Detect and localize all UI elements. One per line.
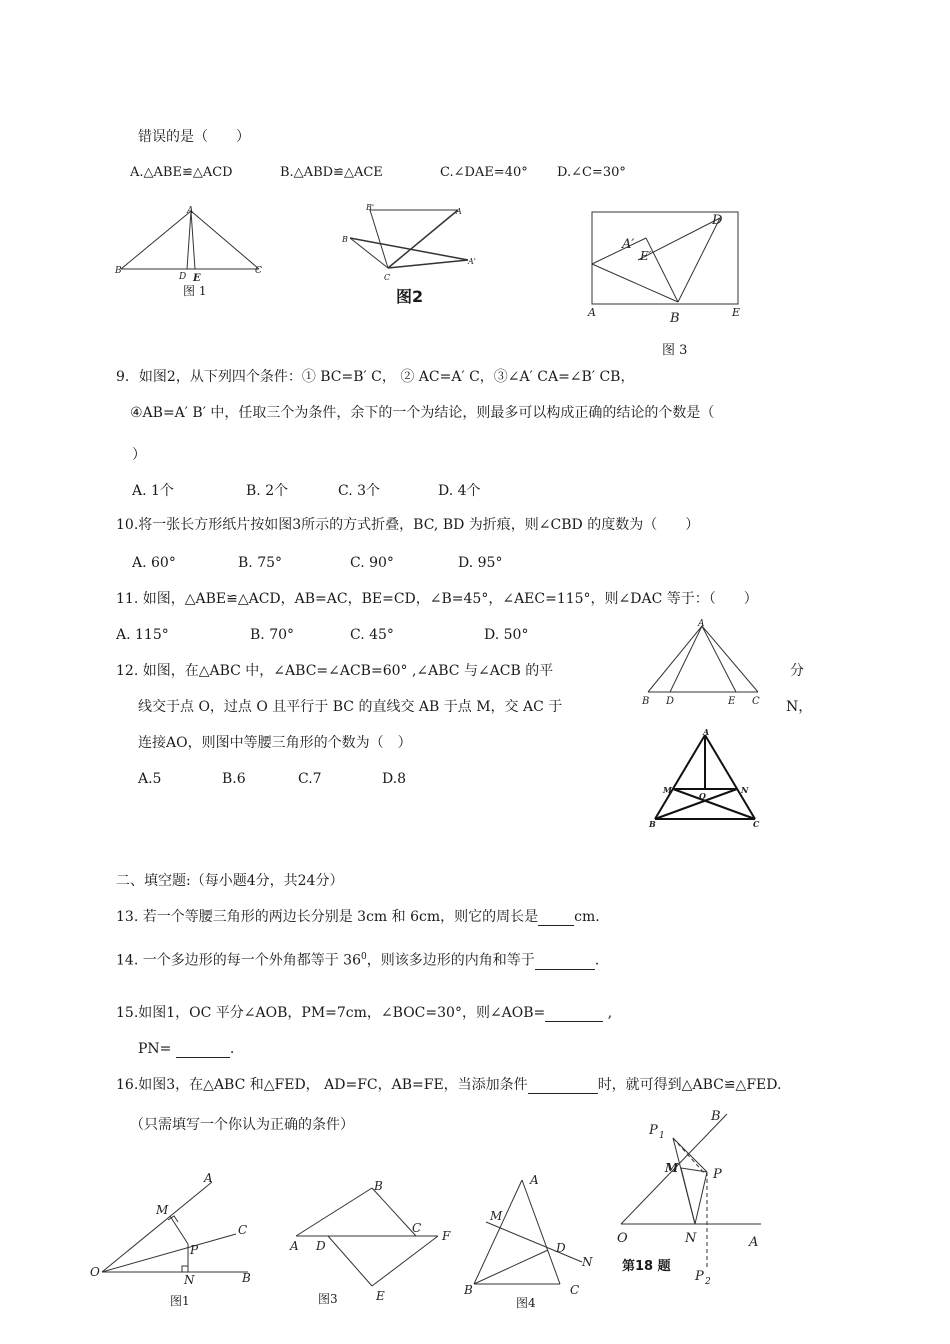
svg-text:C: C bbox=[753, 819, 760, 829]
q10-option-b: B. 75° bbox=[238, 555, 283, 571]
svg-text:P: P bbox=[713, 1167, 722, 1182]
svg-text:P: P bbox=[649, 1123, 658, 1138]
bottom-figure-3-triangles bbox=[288, 1178, 458, 1303]
svg-text:N: N bbox=[184, 1273, 195, 1287]
svg-text:1: 1 bbox=[659, 1131, 665, 1141]
bottom-figure-3-caption: 图3 bbox=[318, 1292, 338, 1306]
svg-text:A: A bbox=[456, 207, 462, 216]
svg-text:B: B bbox=[642, 696, 650, 707]
q16-line bbox=[116, 1076, 781, 1094]
svg-text:A: A bbox=[698, 619, 705, 629]
svg-text:O: O bbox=[699, 791, 706, 801]
q12-line1: 12. 如图，在△ABC 中，∠ABC=∠ACB=60° ,∠ABC 与∠ACB 的平 bbox=[116, 663, 554, 679]
svg-text:E′: E′ bbox=[640, 249, 652, 263]
svg-text:C: C bbox=[238, 1223, 248, 1237]
q9-option-a: A. 1个 bbox=[132, 483, 174, 499]
q8-tail: 错误的是（ ） bbox=[138, 129, 250, 145]
bottom-figure-4-caption: 图4 bbox=[516, 1296, 536, 1310]
bottom-figure-1-caption: 图1 bbox=[170, 1294, 190, 1308]
q12-equilateral-figure bbox=[645, 727, 770, 832]
q14-text2: ，则该多边形的内角和等于 bbox=[366, 952, 535, 969]
q13-line bbox=[116, 908, 600, 926]
svg-text:P: P bbox=[190, 1243, 199, 1257]
svg-text:B: B bbox=[342, 235, 348, 244]
svg-text:F: F bbox=[442, 1229, 451, 1243]
q12-line2: 线交于点 O，过点 O 且平行于 BC 的直线交 AB 于点 M，交 AC 于 bbox=[138, 699, 563, 715]
q9-line1: 9．如图2，从下列四个条件：① BC=B′ C， ② AC=A′ C，③∠A′ CA=∠B′ CB， bbox=[116, 369, 635, 385]
q14-degree-sup: 0 bbox=[360, 952, 367, 962]
q15-answer-blank-1[interactable] bbox=[545, 1007, 603, 1022]
q16-text2: 时，就可得到△ABC≌△FED. bbox=[597, 1077, 782, 1093]
q13-answer-blank[interactable] bbox=[538, 911, 574, 926]
q8-option-a: A.△ABE≌△ACD bbox=[130, 165, 233, 180]
svg-text:A: A bbox=[187, 206, 194, 216]
svg-text:A′: A′ bbox=[622, 237, 635, 252]
q12-line2-end: N， bbox=[786, 699, 813, 715]
svg-text:A: A bbox=[290, 1239, 299, 1253]
q13-text: 13. 若一个等腰三角形的两边长分别是 3cm 和 6cm，则它的周长是 bbox=[116, 909, 539, 925]
q12-option-d: D.8 bbox=[382, 771, 407, 787]
q12-option-c: C.7 bbox=[298, 771, 322, 787]
svg-text:A: A bbox=[588, 306, 596, 319]
q14-line: 14. 一个多边形的每一个外角都等于 $36^0$，则该多边形的内角和等于 . bbox=[116, 952, 600, 969]
svg-text:2: 2 bbox=[705, 1277, 711, 1287]
svg-text:P: P bbox=[695, 1269, 704, 1284]
q15-line2: PN= . bbox=[138, 1041, 235, 1057]
q10-option-c: C. 90° bbox=[350, 555, 394, 571]
svg-text:A: A bbox=[530, 1173, 539, 1187]
svg-text:N: N bbox=[685, 1231, 697, 1246]
q10-text: 10.将一张长方形纸片按如图3所示的方式折叠，BC, BD 为折痕，则∠CBD 的度数为（ ） bbox=[116, 517, 700, 533]
svg-text:B: B bbox=[670, 311, 680, 326]
q12-line1-end: 分 bbox=[790, 663, 804, 679]
bottom-figure-4-triangle bbox=[460, 1172, 593, 1297]
figure-3-folded-rectangle bbox=[588, 208, 748, 326]
svg-text:C: C bbox=[752, 696, 760, 707]
q14-answer-blank[interactable] bbox=[535, 955, 595, 970]
svg-text:C: C bbox=[384, 273, 391, 282]
svg-text:M: M bbox=[490, 1209, 503, 1223]
svg-text:A: A bbox=[703, 727, 710, 737]
figure-1-caption: 图 1 bbox=[183, 284, 207, 298]
svg-text:D: D bbox=[316, 1239, 326, 1253]
svg-text:M: M bbox=[663, 785, 672, 795]
section-2-title: 二、填空题:（每小题4分，共24分） bbox=[116, 873, 344, 889]
q14-text: 14. 一个多边形的每一个外角都等于 36 bbox=[116, 952, 361, 969]
figure-2-caption: 图2 bbox=[396, 287, 424, 306]
svg-text:M: M bbox=[156, 1203, 169, 1217]
svg-text:D: D bbox=[556, 1241, 566, 1255]
svg-text:D: D bbox=[666, 696, 675, 707]
q9-option-c: C. 3个 bbox=[338, 483, 381, 499]
q12-option-b: B.6 bbox=[222, 771, 246, 787]
svg-text:B: B bbox=[711, 1109, 721, 1124]
svg-text:N: N bbox=[582, 1255, 593, 1269]
q16-note: （只需填写一个你认为正确的条件） bbox=[130, 1117, 354, 1133]
q11-text: 11. 如图，△ABE≌△ACD，AB=AC，BE=CD，∠B=45°，∠AEC=115°，则∠DAC 等于：（ ） bbox=[116, 591, 758, 607]
svg-text:O: O bbox=[617, 1231, 628, 1246]
q8-option-c: C.∠DAE=40° bbox=[440, 165, 528, 180]
svg-text:B: B bbox=[374, 1179, 383, 1193]
svg-text:B': B' bbox=[366, 203, 375, 212]
q9-line3: ） bbox=[132, 447, 146, 463]
svg-text:M: M bbox=[665, 1161, 679, 1175]
q10-option-a: A. 60° bbox=[132, 555, 176, 571]
svg-text:B: B bbox=[242, 1271, 251, 1285]
svg-text:E: E bbox=[193, 273, 201, 284]
q13-unit: cm. bbox=[574, 909, 600, 925]
q9-line2: ④AB=A′ B′ 中，任取三个为条件，余下的一个为结论，则最多可以构成正确的结论的个数是（ bbox=[130, 405, 715, 421]
q12-option-a: A.5 bbox=[138, 771, 162, 787]
svg-text:E: E bbox=[732, 306, 741, 319]
q8-option-d: D.∠C=30° bbox=[557, 165, 626, 180]
figure-2-triangles bbox=[338, 200, 488, 280]
q11-option-b: B. 70° bbox=[250, 627, 295, 643]
svg-text:A: A bbox=[204, 1171, 213, 1185]
figure-1-triangle bbox=[115, 205, 265, 285]
q11-option-a: A. 115° bbox=[116, 627, 169, 643]
figure-3-caption: 图 3 bbox=[662, 343, 688, 358]
q11-option-c: C. 45° bbox=[350, 627, 394, 643]
svg-text:O: O bbox=[90, 1265, 100, 1279]
question-18-caption: 第18 题 bbox=[622, 1259, 671, 1274]
svg-text:D: D bbox=[179, 272, 187, 282]
q11-triangle-figure bbox=[638, 620, 768, 705]
svg-text:C: C bbox=[255, 266, 262, 276]
svg-text:C: C bbox=[412, 1221, 422, 1235]
svg-text:B: B bbox=[464, 1283, 473, 1297]
svg-text:B: B bbox=[115, 266, 122, 276]
q15-line: 15.如图1，OC 平分∠AOB，PM=7cm，∠BOC=30°，则∠AOB= , bbox=[116, 1005, 613, 1021]
svg-text:C: C bbox=[570, 1283, 580, 1297]
q12-line3: 连接AO，则图中等腰三角形的个数为（ ） bbox=[138, 735, 412, 751]
q15-answer-blank-2[interactable] bbox=[176, 1043, 230, 1058]
q8-option-b: B.△ABD≌△ACE bbox=[280, 165, 383, 180]
svg-text:D: D bbox=[712, 213, 723, 228]
q15-pn-label: PN= bbox=[138, 1041, 172, 1057]
q16-text: 16.如图3，在△ABC 和△FED， AD=FC，AB=FE，当添加条件 bbox=[116, 1077, 528, 1093]
svg-text:A': A' bbox=[468, 257, 476, 266]
svg-text:N: N bbox=[741, 785, 749, 795]
q10-option-d: D. 95° bbox=[458, 555, 503, 571]
svg-text:B: B bbox=[649, 819, 656, 829]
q9-option-b: B. 2个 bbox=[246, 483, 289, 499]
q15-text: 15.如图1，OC 平分∠AOB，PM=7cm，∠BOC=30°，则∠AOB= bbox=[116, 1005, 546, 1021]
bottom-figure-1-angle bbox=[88, 1168, 268, 1288]
q16-answer-blank[interactable] bbox=[528, 1079, 598, 1094]
q11-option-d: D. 50° bbox=[484, 627, 529, 643]
svg-text:E: E bbox=[728, 696, 736, 707]
svg-text:A: A bbox=[749, 1235, 759, 1250]
svg-text:E: E bbox=[376, 1289, 385, 1303]
q9-option-d: D. 4个 bbox=[438, 483, 481, 499]
